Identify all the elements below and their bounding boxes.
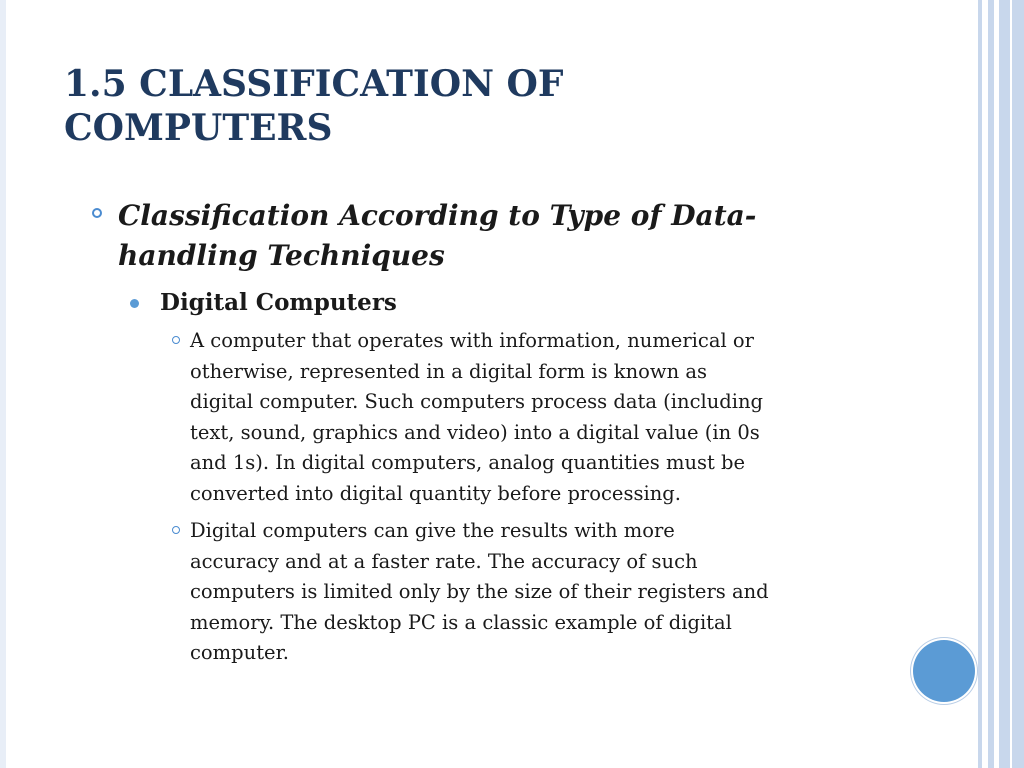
ring-bullet-icon (172, 336, 180, 344)
bullet-level3 (172, 516, 872, 669)
bullet-level2-text: Digital Computers (160, 289, 397, 316)
left-edge-stripe (0, 0, 6, 768)
bullet-level1 (92, 196, 852, 276)
right-decor-stripe (1010, 0, 1012, 768)
ring-bullet-icon (172, 526, 180, 534)
bullet-level3 (172, 326, 872, 510)
bullet-level2 (130, 288, 830, 318)
dot-bullet-icon (130, 299, 139, 308)
bullet-level3-text: Digital computers can give the results with more accuracy and at a faster rate. The accuracy of such computers is limited only by the size of their registers and memory. The desktop PC is a classic example of digital computer. (190, 519, 769, 665)
bullet-level3-text: A computer that operates with information, numerical or otherwise, represented in a digital form is known as digital computer. Such computers process data (including text, sound, graphics and video) into a digital value (in 0s and 1s). In digital computers, analog quantities must be converted into digital quantity before processing. (190, 329, 764, 505)
ring-bullet-icon (92, 208, 102, 218)
bullet-level1-text: Classification According to Type of Data- handling Techniques (118, 199, 757, 272)
slide-title: 1.5 CLASSIFICATION OF COMPUTERS (64, 63, 564, 149)
decorative-circle (913, 640, 975, 702)
